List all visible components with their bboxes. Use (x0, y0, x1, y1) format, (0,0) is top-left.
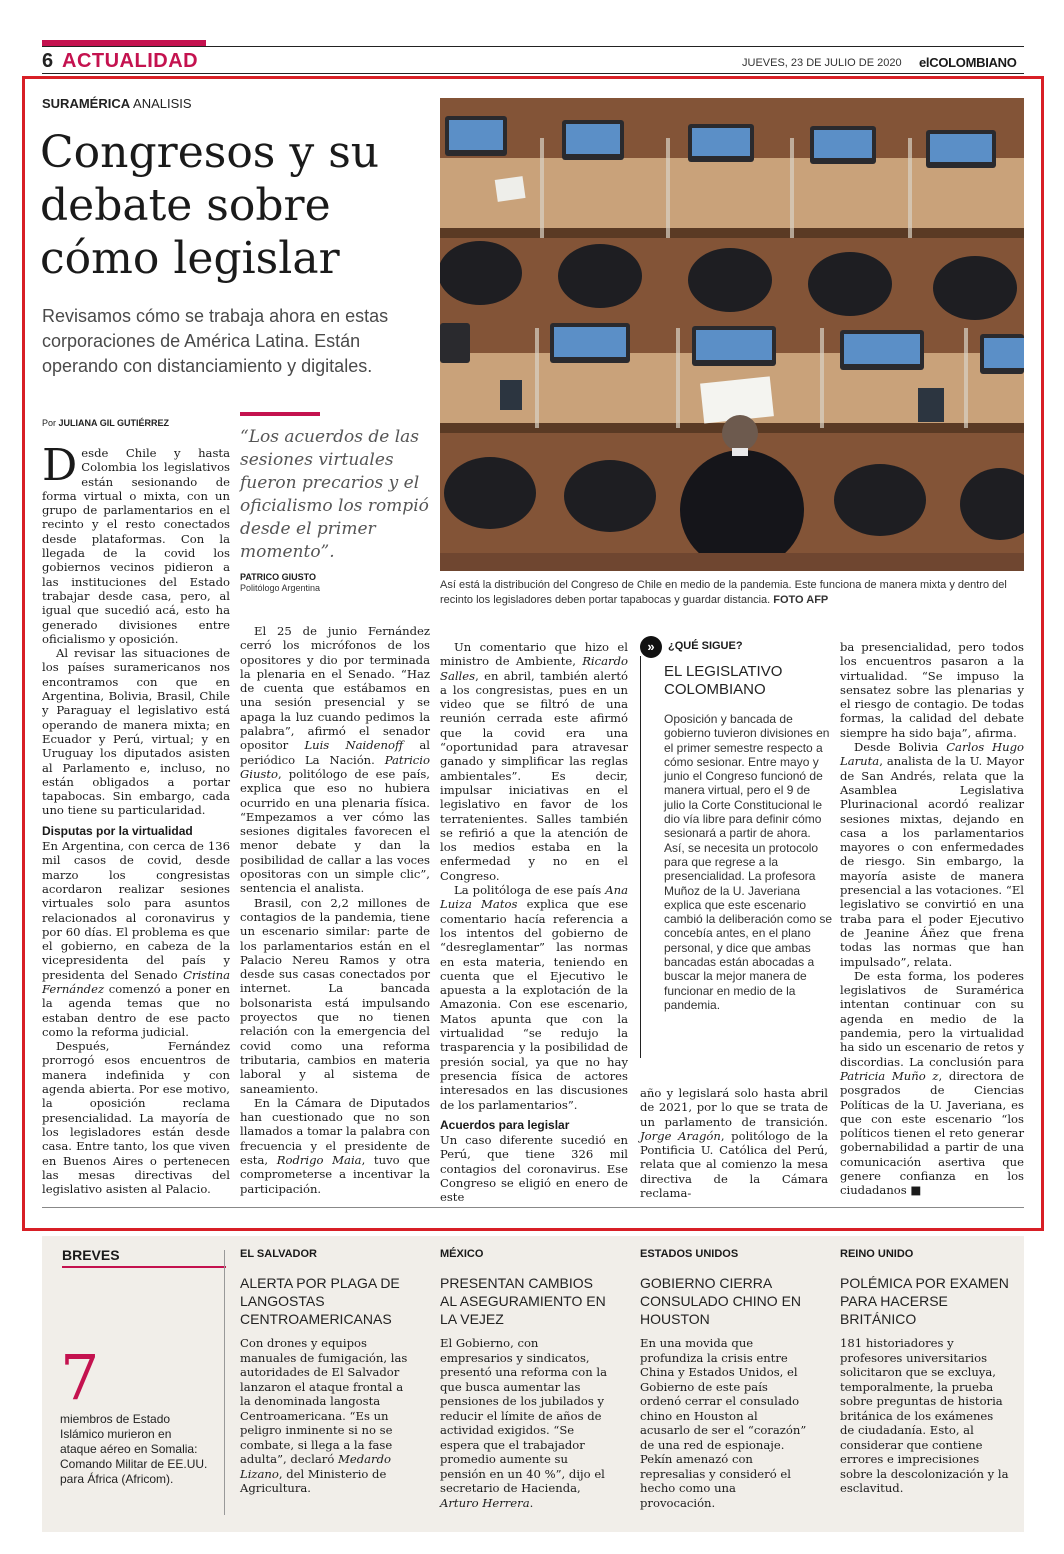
col3-p2-text-b: explica que ese comentario hacía referencia a los intentos del gobierno de “desreglamentar” las normas en esta materia, teniendo en cuenta que el Ejecutivo le apuesta a la explotación de la Amazonia. Con ese escenario, Matos apunta que con la virtualidad “se redujo la trasparencia y la posibilidad de presión social, ya que no hay presencia física de actores interesados en las discusiones de los parlamentarios”. (440, 897, 628, 1112)
breves-accent-bar (62, 1266, 226, 1268)
brief-title: ALERTA POR PLAGA DE LANGOSTAS CENTROAMERICANAS (240, 1275, 400, 1327)
end-mark: ■ (910, 1183, 922, 1198)
col3-p1-name: Ricardo Salles (440, 654, 628, 683)
col5-p2-name: Carlos Hugo Laruta (840, 740, 1024, 769)
article-column-5 (840, 640, 1024, 1198)
col3-paragraph-2 (440, 883, 628, 1112)
col5-p2-text-b: , analista de la U. Mayor de San Andrés, relata que la Asamblea Legislativa Plurinacional acordó realizar sesiones mixtas, dejando en casa a los parlamentarios mayores o con enfermedades de riesgo. Sin embargo, la mayoría asiste de manera presencial a las votaciones. “El legislativo se convirtió en una traba para el poder Ejecutivo de Jeanine Áñez que frena todas las normas que han impulsado”, relata. (840, 754, 1024, 969)
brief-reino-unido (840, 1248, 1010, 1496)
photo-credit: FOTO AFP (773, 594, 829, 606)
header-bottom-rule (42, 73, 1024, 74)
box-side-rule (640, 656, 641, 1058)
col5-paragraph-3 (840, 969, 1024, 1198)
brief-body-name: Medardo Lizano (240, 1452, 391, 1481)
article-kicker (42, 96, 192, 111)
article-column-2 (240, 624, 430, 1196)
brief-kicker: ESTADOS UNIDOS (640, 1248, 739, 1260)
col3-p1-text-a: Un comentario que hizo el ministro de Ambiente, (440, 640, 628, 669)
photo-illustration (440, 98, 1024, 571)
quote-author-role: Politólogo Argentina (240, 583, 321, 593)
caption-text: Así está la distribución del Congreso de Chile en medio de la pandemia. Este funciona de manera mixta y dentro del recinto los legisladores deben portar tapabocas y guardar distancia. (440, 579, 1007, 606)
col5-p3-name: Patricia Muño z (840, 1068, 939, 1083)
col2-p1-text-b: al periódico La Nación. (240, 738, 431, 767)
quote-accent-bar (240, 412, 320, 416)
kicker-region: SURAMÉRICA (42, 96, 131, 111)
col3-p2-text-a: La politóloga de ese país (454, 883, 606, 898)
box-kicker: ¿QUÉ SIGUE? (668, 640, 743, 652)
brand-prefix: el (919, 55, 930, 70)
col1-p3-text-b: comenzó a poner en la agenda temas que no estaban dentro de ese pacto como la reforma judicial. (42, 981, 230, 1039)
col1-paragraph-3 (42, 839, 230, 1039)
quote-author: PATRICO GIUSTO (240, 572, 317, 582)
breves-label: BREVES (62, 1247, 120, 1263)
article-column-3 (440, 640, 628, 1205)
brief-title: PRESENTAN CAMBIOS AL ASEGURAMIENTO EN LA VEJEZ (440, 1275, 606, 1327)
brief-body: En una movida que profundiza la crisis entre China y Estados Unidos, el Gobierno de este país ordenó cerrar el consulado chino en Houston al acusarlo de ser el “corazón” de una red de espionaje. Pekín amenazó con represalias y consideró el hecho como una provocación. (640, 1336, 807, 1510)
brief-body: 181 historiadores y profesores universitarios solicitaron que se excluya, temporalmente, la prueba sobre preguntas de historia británica de los exámenes de ciudadanía. Esto, al considerar que contiene errores e imprecisiones sobre la descolonización y la esclavitud. (840, 1336, 1009, 1495)
col2-paragraph-3 (240, 1096, 430, 1196)
brief-kicker: REINO UNIDO (840, 1248, 914, 1260)
article-bottom-rule (42, 1207, 1024, 1208)
brief-kicker: MÉXICO (440, 1248, 484, 1260)
brief-mexico (440, 1248, 610, 1510)
breves-divider (224, 1250, 225, 1515)
header-top-rule (42, 46, 1024, 47)
photo-caption (440, 578, 1024, 608)
brief-body-name: Arturo Herrera (440, 1495, 530, 1510)
brand-name: COLOMBIANO (929, 55, 1017, 70)
col4-paragraph-1 (640, 1086, 828, 1200)
byline-author: JULIANA GIL GUTIÉRREZ (58, 418, 170, 428)
brief-body-a: Con drones y equipos manuales de fumigación, las autoridades de El Salvador lanzaron el ataque frontal a la denominada langosta Centroamericana. “Es un peligro inminente si no se combate, si llega a la fase adulta”, declaró (240, 1336, 408, 1466)
col5-paragraph-1: ba presencialidad, pero todos los encuentros pasaron a la virtualidad. “Se impuso la sensatez sobre las plenarias y el riesgo de contagio. De todas formas, la calidad del debate siempre ha sido baja”, afirma. (840, 640, 1024, 740)
brief-body-a: El Gobierno, con empresarios y sindicatos, presentó una reforma con la que busca aumentar las pensiones de los jubilados y reducir el límite de años de actividad exigidos. “Se espera que el trabajador promedio aumente su pensión en un 40 %”, dijo el secretario de Hacienda, (440, 1336, 608, 1495)
col2-p3-text-b: , tuvo que comprometerse a incentivar la participación. (240, 1152, 431, 1196)
box-title: EL LEGISLATIVO COLOMBIANO (664, 663, 783, 698)
col4-p1-name: Jorge Aragón (640, 1128, 721, 1143)
issue-date: JUEVES, 23 DE JULIO DE 2020 (742, 57, 902, 69)
newspaper-brand (919, 55, 1017, 70)
brief-body-b: . (529, 1495, 534, 1510)
congress-photo (440, 98, 1024, 571)
breves-number-text: miembros de Estado Islámico murieron en ataque aéreo en Somalia: Comando Militar de EE.UU. para África (Africom). (60, 1412, 208, 1486)
article-subhead: Revisamos cómo se trabaja ahora en estas corporaciones de América Latina. Están operando con distanciamiento y digitales. (42, 306, 389, 376)
forward-arrows-icon: » (640, 636, 662, 658)
brief-title: POLÉMICA POR EXAMEN PARA HACERSE BRITÁNICO (840, 1275, 1009, 1327)
col5-p3-text-a: De esta forma, los poderes legislativos de Suramérica intentan continuar con su agenda en medio de la pandemia, pero la virtualidad ha sido un escenario de retos y discordias. La conclusión para (840, 968, 1024, 1069)
col5-p3-text-b: , directora de posgrados de Ciencias Políticas de la U. Javeriana, es que con este escenario “los políticos tienen el reto generar gobernabilidad a partir de una comunicación asertiva que genere confianza en los ciudadanos (840, 1068, 1024, 1198)
byline-prefix: Por (42, 418, 57, 428)
col1-p3-name: Cristina Fernández (42, 967, 230, 996)
article-column-1 (42, 440, 230, 1197)
kicker-type: ANALISIS (130, 96, 192, 111)
brief-title: GOBIERNO CIERRA CONSULADO CHINO EN HOUSTON (640, 1275, 802, 1327)
col3-subheading: Acuerdos para legislar (440, 1117, 570, 1132)
col2-p1-text-c: , politólogo de ese país, explica que eso no hubiera ocurrido en una plenaria física. “Empezamos a ver cómo las sesiones digitales favorecen el menor debate y dan la posibilidad de callar a las voces opositoras con un simple clic”, sentencia el analista. (240, 766, 430, 896)
col2-p3-text-a: En la Cámara de Diputados han cuestionado que no son llamados a tomar la palabra con frecuencia y el presidente de esta, (240, 1095, 430, 1167)
col1-p3-text-a: En Argentina, con cerca de 136 mil casos de covid, desde marzo los congresistas acordaron realizar sesiones virtuales solo para asuntos relacionados al coronavirus y por 60 días. El problema es que el gobierno, en cabeza de la vicepresidenta del país y presidenta del Senado (42, 839, 230, 982)
pull-quote: “Los acuerdos de las sesiones virtuales fueron precarios y el oficialismo los rompió desde el primer momento”. (240, 427, 429, 562)
brief-body-b: , del Ministerio de Agricultura. (240, 1466, 387, 1495)
col1-paragraph-4: Después, Fernández prorrogó esos encuentros de manera indefinida y con agenda abierta. Por ese motivo, la oposición reclama presencialidad. La mayoría de los legisladores están desde casa. Entre tanto, los que viven en Buenos Aires o pertenecen las mesas directivas del legislativo asisten al Palacio. (42, 1039, 230, 1197)
col3-paragraph-1 (440, 640, 628, 883)
page-number: 6 (42, 50, 54, 72)
col3-p2-name: Ana Luiza Matos (440, 883, 628, 912)
brief-kicker: EL SALVADOR (240, 1248, 318, 1260)
col1-paragraph-2: Al revisar las situaciones de los países suramericanos nos encontramos con que en Argentina, Bolivia, Brasil, Chile y Paraguay el legislativo está operando de manera mixta; en Ecuador y Perú, virtual; y en Uruguay los diputados asisten al Parlamento e, incluso, no están obligados a portar tapabocas. Sin embargo, cada uno tiene su particularidad. (42, 646, 230, 818)
col1-paragraph-1: esde Chile y hasta Colombia los legislativos están sesionando de forma virtual o mixta, con un grupo de parlamentarios en el recinto y el resto conectados desde plataformas. Con la llegada de la covid los gobiernos vecinos pidieron a las instituciones del Estado trabajar desde casa, pero, al igual que sucedió acá, esto ha generado divisiones entre oficialismo y oposición. (42, 446, 230, 646)
byline (42, 418, 169, 428)
article-column-4 (640, 1086, 828, 1200)
breves-big-number: 7 (60, 1341, 100, 1414)
col2-p1-name-2: Patricio Giusto (240, 752, 430, 781)
col4-p1-text-a: año y legislará solo hasta abril de 2021, por lo que se trata de un parlamento de transición. (640, 1086, 828, 1129)
col5-paragraph-2 (840, 740, 1024, 969)
col2-p1-name-1: Luis Naidenoff (304, 738, 404, 753)
box-body: Oposición y bancada de gobierno tuvieron divisiones en el primer semestre respecto a cómo sesionar. Entre mayo y junio el Congreso funcionó de manera virtual, pero el 9 de julio la Corte Constitucional le dio vía libre para definir cómo sesionará a partir de ahora. Así, se necesita un protocolo para que regrese a la presencialidad. La profesora Muñoz de la U. Javeriana explica que este escenario cambió la deliberación como se concebía antes, en el plano personal, y dice que ambas bancadas están abocadas a buscar la mejor manera de funcionar en medio de la pandemia. (664, 712, 833, 1012)
brief-el-salvador (240, 1248, 410, 1496)
section-title: ACTUALIDAD (62, 50, 199, 72)
brief-estados-unidos (640, 1248, 810, 1510)
article-headline: Congresos y su debate sobre cómo legislar (40, 127, 380, 284)
col1-subheading: Disputas por la virtualidad (42, 823, 193, 838)
col2-p3-name: Rodrigo Maia (276, 1152, 362, 1167)
drop-cap: D (42, 440, 78, 491)
col2-p1-text-a: El 25 de junio Fernández cerró los micrófonos de los opositores y dio por terminada la plenaria en el Senado. “Haz de cuenta que estábamos en una sesión presencial y se apaga la luz cuando pedimos la palabra”, afirmó el senador opositor (240, 624, 430, 753)
col2-paragraph-1 (240, 624, 430, 896)
col3-p1-text-b: , en abril, también alertó a los congresistas, pues en un video que se filtró de una reunión cerrada este afirmó que la covid era una “oportunidad para atravesar ganado y simplificar las reglas ambientales”. Es decir, impulsar iniciativas en el legislativo en favor de los terratenientes. Salles también se refirió a que la atención de los medios estaba en la enfermedad y no en el Congreso. (440, 668, 628, 883)
col2-paragraph-2: Brasil, con 2,2 millones de contagios de la pandemia, tiene un escenario similar: parte de los parlamentarios están en el Palacio Nereu Ramos y otra desde sus casas conectados por internet. La bancada bolsonarista está impulsando proyectos que no tienen relación con la emergencia del covid como una reforma tributaria, cambios en materia laboral y al sistema de saneamiento. (240, 895, 430, 1096)
col3-paragraph-3: Un caso diferente sucedió en Perú, que tiene 326 mil contagios del coronavirus. Ese Congreso se eligió en enero de este (440, 1133, 628, 1205)
col5-p2-text-a: Desde Bolivia (854, 740, 947, 755)
col4-p1-text-b: , politólogo de la Pontificia U. Católica del Perú, relata que al comienzo la mesa directiva de la Cámara reclama- (640, 1128, 828, 1201)
brief-body (440, 1336, 610, 1510)
brief-body (240, 1336, 410, 1496)
